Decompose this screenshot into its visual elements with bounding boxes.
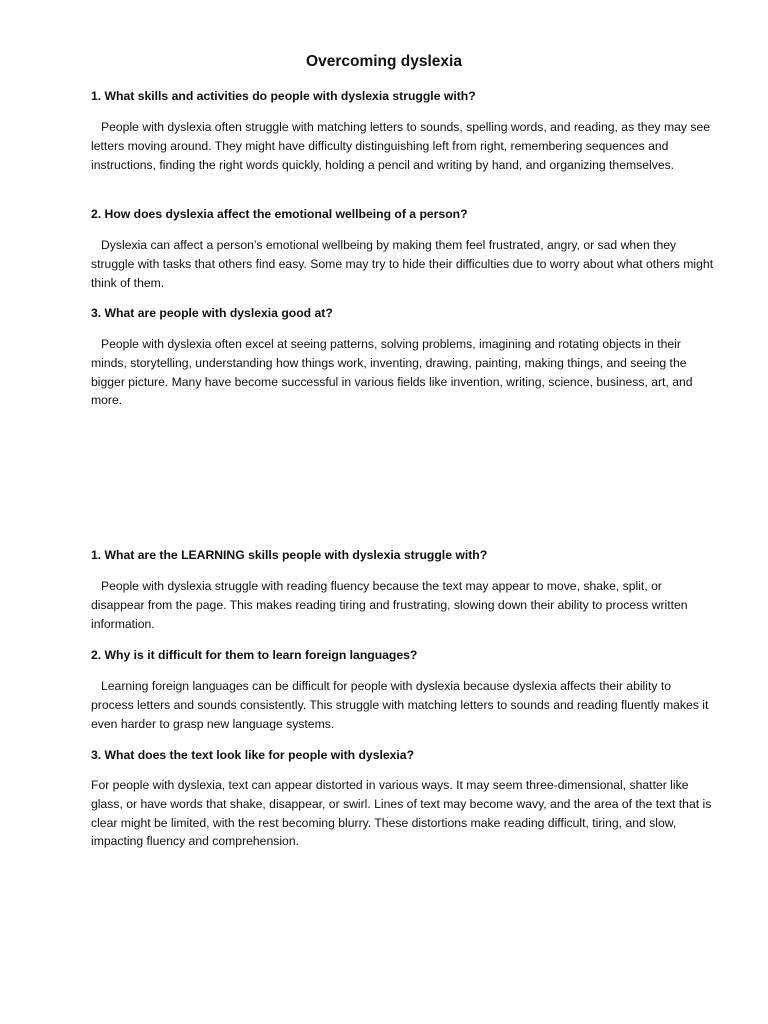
question-1-2: 2. How does dyslexia affect the emotional wellbeing of a person? (91, 207, 468, 221)
answer-2-1: People with dyslexia struggle with reading fluency because the text may appear to move, shake, split, or disappear from the page. This makes reading tiring and frustrating, slowing down their ability to process written information. (91, 579, 688, 631)
question-2-3: 3. What does the text look like for people with dyslexia? (91, 748, 415, 762)
answer-1-1: People with dyslexia often struggle with matching letters to sounds, spelling words, and reading, as they may see letters moving around. They might have difficulty distinguishing left from right, remembering sequences and instructions, finding the right words quickly, holding a pencil and writing by hand, and organizing themselves. (91, 120, 711, 172)
question-1-1: 1. What skills and activities do people with dyslexia struggle with? (91, 89, 476, 103)
answer-2-2: Learning foreign languages can be difficult for people with dyslexia because dyslexia affects their ability to process letters and sounds consistently. This struggle with matching letters to sounds and reading fluently makes it even harder to grasp new language systems. (91, 679, 709, 731)
question-2-1: 1. What are the LEARNING skills people with dyslexia struggle with? (91, 548, 488, 562)
answer-1-3: People with dyslexia often excel at seeing patterns, solving problems, imagining and rotating objects in their minds, storytelling, understanding how things work, inventing, drawing, painting, making things, and seeing the bigger picture. Many have become successful in various fields like invention, writing, science, business, art, and more. (91, 337, 693, 408)
answer-1-2: Dyslexia can affect a person’s emotional wellbeing by making them feel frustrated, angry, or sad when they struggle with tasks that others find easy. Some may try to hide their difficulties due to worry about what others might think of them. (91, 238, 714, 290)
question-2-2: 2. Why is it difficult for them to learn foreign languages? (91, 648, 418, 662)
question-1-3: 3. What are people with dyslexia good at? (91, 306, 333, 320)
answer-2-3: For people with dyslexia, text can appear distorted in various ways. It may seem three-dimensional, shatter like glass, or have words that shake, disappear, or swirl. Lines of text may become wavy, and the area of the text that is clear might be limited, with the rest becoming blurry. These distortions make reading difficult, tiring, and slow, impacting fluency and comprehension. (91, 778, 712, 849)
page-title: Overcoming dyslexia (306, 53, 462, 70)
